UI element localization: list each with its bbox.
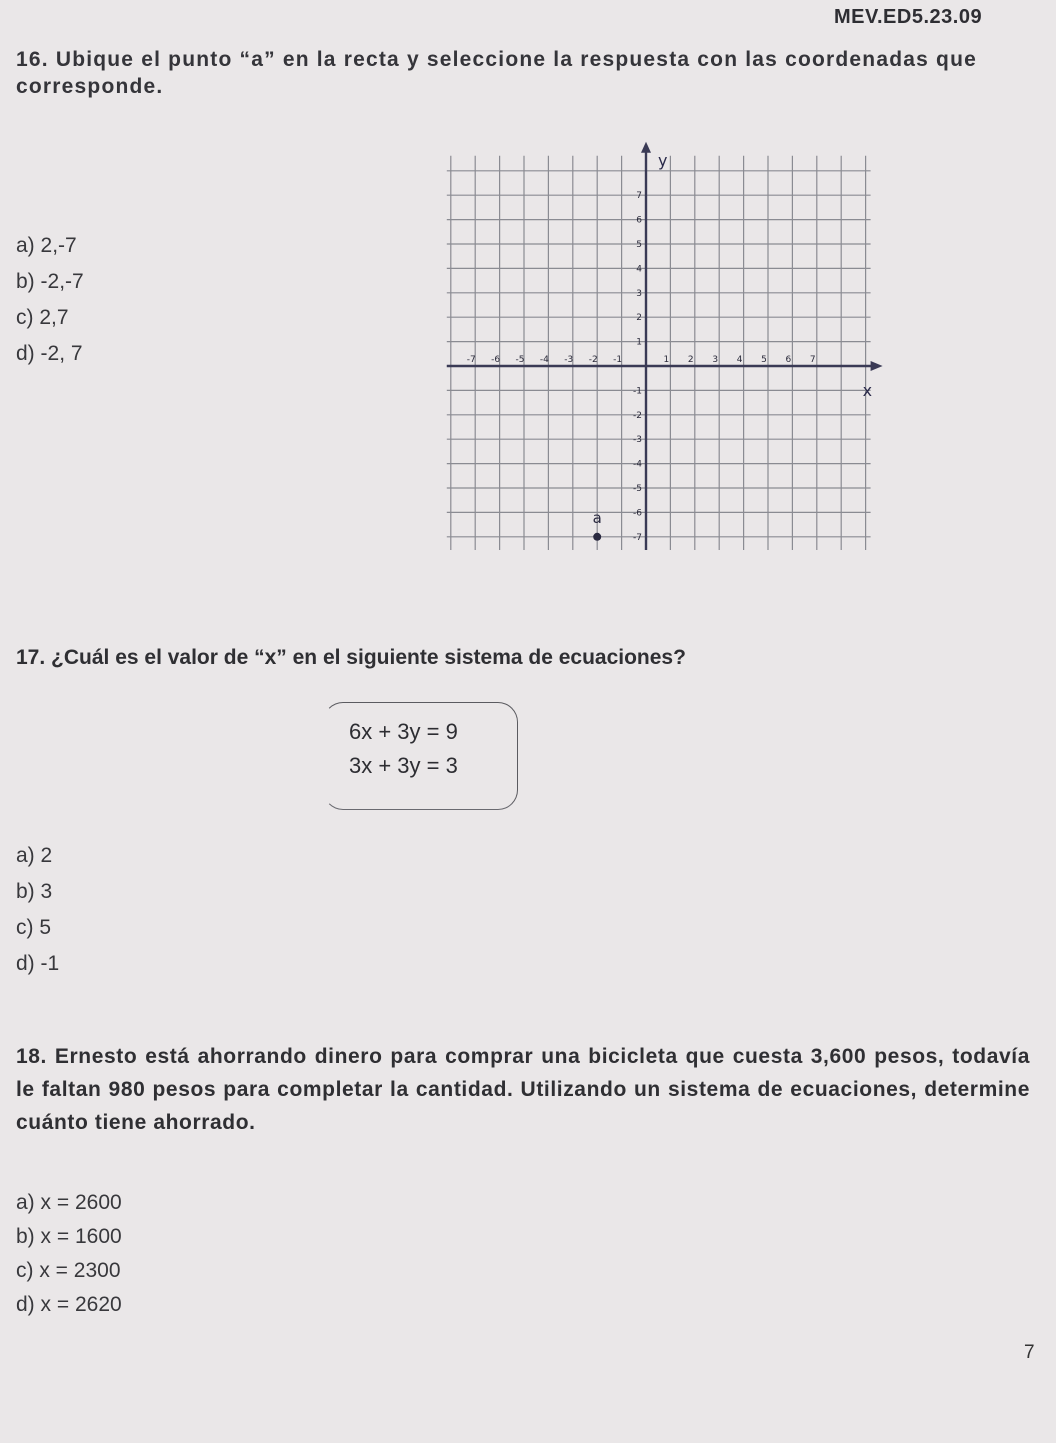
option-text: x = 1600 xyxy=(40,1225,122,1248)
option-letter: a) xyxy=(16,844,35,867)
option-letter: b) xyxy=(16,880,35,903)
option-text: 2 xyxy=(40,844,53,867)
x-tick-label: -3 xyxy=(564,355,574,365)
option-text: x = 2600 xyxy=(40,1191,122,1214)
option-letter: c) xyxy=(16,1259,34,1282)
q17-option-c[interactable] xyxy=(16,910,59,946)
y-tick-label: 3 xyxy=(636,288,642,299)
x-tick-label: -1 xyxy=(613,355,623,365)
x-tick-label: -4 xyxy=(539,355,549,365)
y-tick-label: 7 xyxy=(636,191,642,202)
x-tick-label: 3 xyxy=(712,355,719,365)
x-tick-label: -6 xyxy=(491,355,501,365)
y-tick-label: 6 xyxy=(636,215,642,226)
q18-option-d[interactable] xyxy=(16,1288,122,1322)
y-tick-label: 2 xyxy=(636,313,642,324)
x-tick-label: 5 xyxy=(761,355,767,365)
q17-option-d[interactable] xyxy=(16,946,59,982)
exam-code: MEV.ED5.23.09 xyxy=(834,6,983,28)
y-tick-label: 1 xyxy=(636,337,642,348)
equation-2: 3x + 3y = 3 xyxy=(349,753,458,778)
q17-option-b[interactable] xyxy=(16,874,59,910)
q16-option-a[interactable] xyxy=(16,228,84,264)
coordinate-plane xyxy=(440,138,890,550)
x-tick-label: 6 xyxy=(785,355,792,365)
equation-1: 6x + 3y = 9 xyxy=(349,719,458,744)
option-letter: b) xyxy=(16,270,35,293)
data-points xyxy=(593,509,602,541)
y-tick-label: -5 xyxy=(633,484,642,494)
question-17-options xyxy=(16,838,59,982)
y-tick-label: 4 xyxy=(636,264,642,275)
q18-option-a[interactable] xyxy=(16,1186,122,1220)
y-tick-label: -2 xyxy=(633,410,642,421)
y-axis-arrow xyxy=(641,142,651,153)
q17-option-a[interactable] xyxy=(16,838,59,874)
option-text: x = 2620 xyxy=(40,1293,122,1316)
y-tick-label: -3 xyxy=(633,435,642,446)
option-text: 2,-7 xyxy=(40,234,77,257)
y-tick-label: -7 xyxy=(633,532,642,543)
q16-option-c[interactable] xyxy=(16,300,84,336)
x-tick-label: -2 xyxy=(588,355,598,365)
x-tick-label: 2 xyxy=(687,355,694,365)
option-text: -1 xyxy=(40,952,60,975)
y-tick-label: -4 xyxy=(633,459,642,470)
point-label: a xyxy=(592,508,602,527)
point-marker xyxy=(593,533,601,541)
question-18-options xyxy=(16,1186,122,1322)
equation-system-box xyxy=(323,702,518,810)
option-letter: d) xyxy=(16,952,35,975)
option-letter: d) xyxy=(16,342,35,365)
option-text: 2,7 xyxy=(39,306,69,329)
question-18-text: 18. Ernesto está ahorrando dinero para comprar una bicicleta que cuesta 3,600 pesos, todavía le faltan 980 pesos para completar la cantidad. Utilizando un sistema de ecuaciones, determine cuánto tiene ahorrado. xyxy=(16,1045,1030,1134)
x-tick-label: 7 xyxy=(809,355,816,365)
y-tick-label: 5 xyxy=(636,240,642,250)
question-17-text: 17. ¿Cuál es el valor de “x” en el siguiente sistema de ecuaciones? xyxy=(16,646,686,669)
x-tick-label: 1 xyxy=(663,355,670,365)
y-tick-label: -6 xyxy=(633,508,642,519)
option-text: -2,-7 xyxy=(40,270,84,293)
option-text: 5 xyxy=(39,916,52,939)
option-letter: a) xyxy=(16,234,35,257)
q18-option-b[interactable] xyxy=(16,1220,122,1254)
option-letter: c) xyxy=(16,916,34,939)
option-text: -2, 7 xyxy=(40,342,83,365)
option-text: 3 xyxy=(40,880,53,903)
y-tick-label: -1 xyxy=(633,386,642,397)
page-number: 7 xyxy=(1024,1342,1035,1363)
option-letter: c) xyxy=(16,306,34,329)
option-letter: b) xyxy=(16,1225,35,1248)
x-tick-label: -7 xyxy=(466,355,476,365)
q18-option-c[interactable] xyxy=(16,1254,122,1288)
option-letter: a) xyxy=(16,1191,35,1214)
x-axis-label: x xyxy=(862,381,873,400)
x-tick-label: -5 xyxy=(515,355,525,365)
question-16-text: 16. Ubique el punto “a” en la recta y seleccione la respuesta con las coordenadas que corresponde. xyxy=(16,48,977,98)
q16-option-d[interactable] xyxy=(16,336,84,372)
x-axis-arrow xyxy=(871,361,883,371)
q16-option-b[interactable] xyxy=(16,264,84,300)
option-text: x = 2300 xyxy=(39,1259,121,1282)
question-16-options xyxy=(16,228,84,372)
x-tick-label: 4 xyxy=(736,355,743,365)
y-axis-label: y xyxy=(658,150,668,170)
option-letter: d) xyxy=(16,1293,35,1316)
grid xyxy=(447,156,871,550)
